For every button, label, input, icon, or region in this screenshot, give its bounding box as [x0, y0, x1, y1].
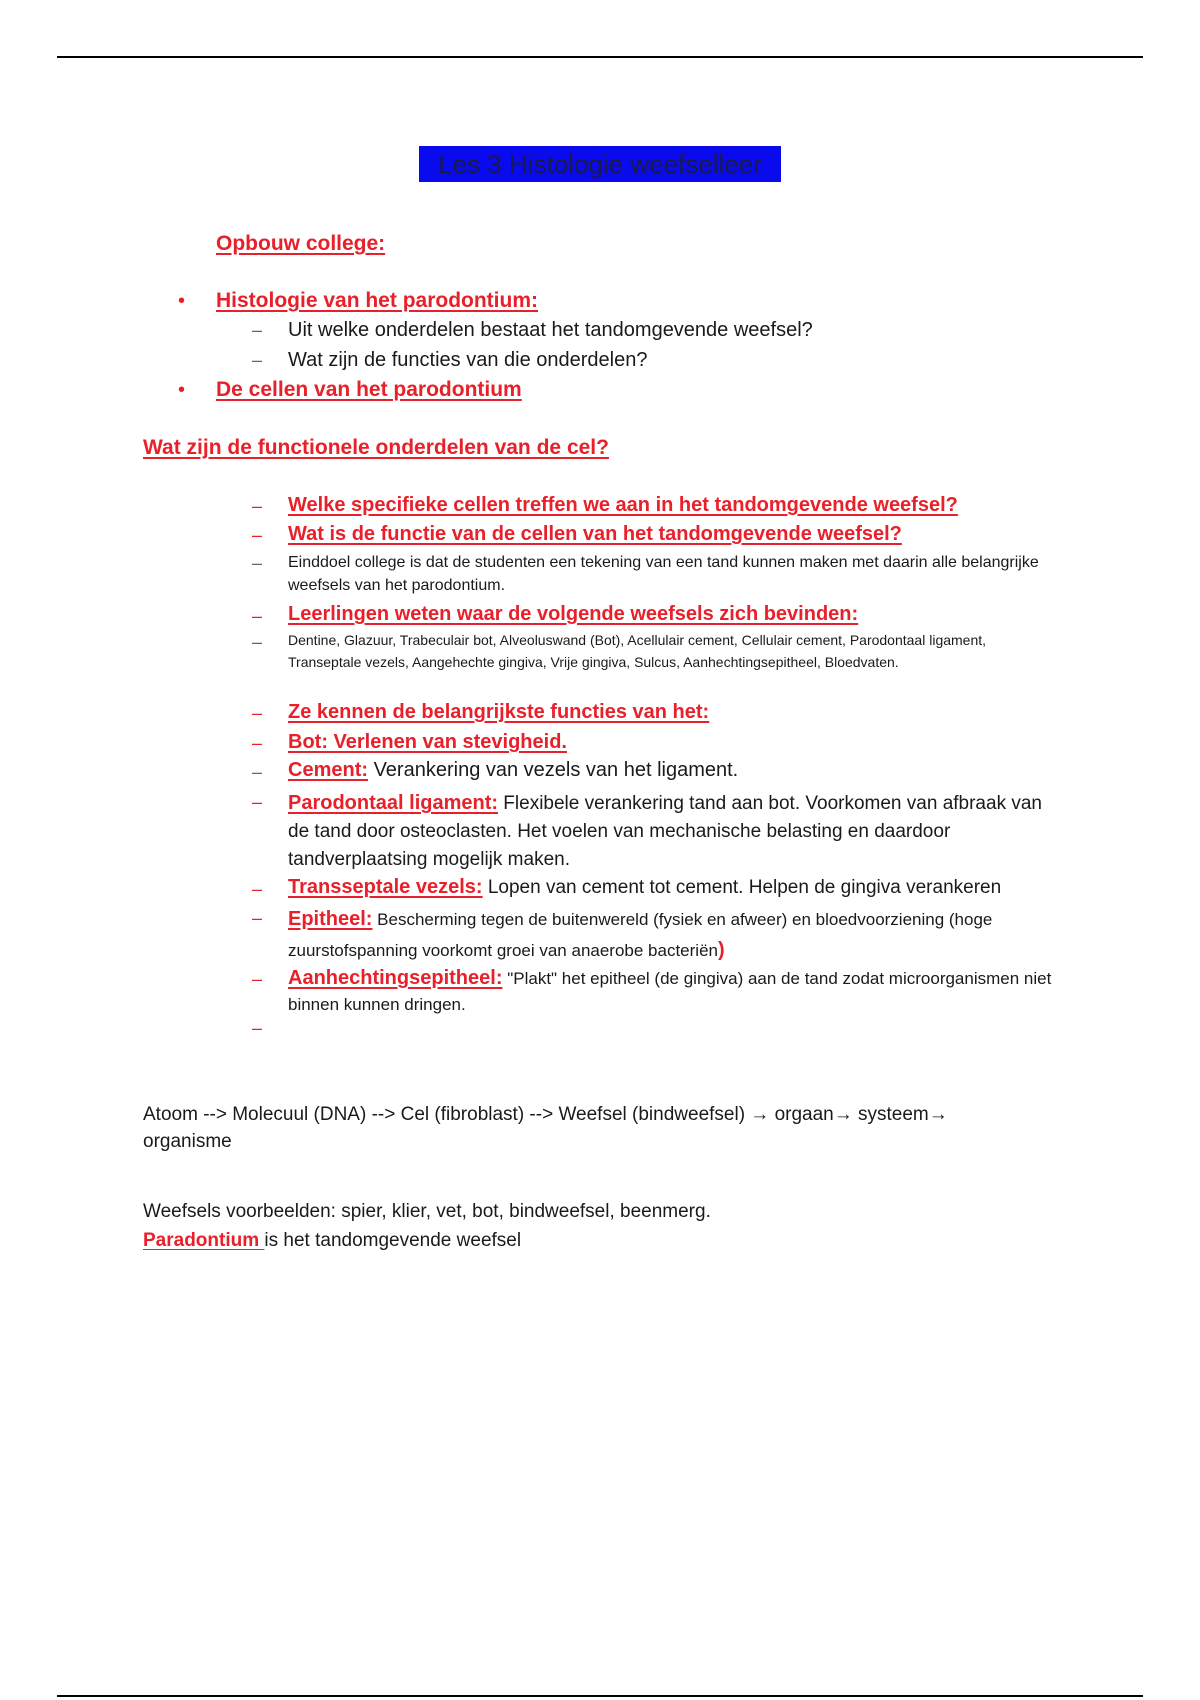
cement-item	[288, 759, 738, 782]
dash-icon: –	[252, 553, 263, 573]
dash-icon: –	[252, 496, 263, 516]
dash-icon: –	[252, 703, 263, 723]
dash-icon: –	[252, 969, 263, 989]
dash-icon: –	[252, 792, 263, 812]
paradontium-text: is het tandomgevende weefsel	[264, 1230, 522, 1251]
leerlingen-heading: Leerlingen weten waar de volgende weefsels zich bevinden:	[288, 603, 859, 625]
hierarchy-text: Atoom --> Molecuul (DNA) --> Cel (fibroblast) --> Weefsel (bindweefsel) → orgaan→ systeem→ organisme	[143, 1104, 948, 1152]
footer-rule	[57, 1695, 1143, 1697]
weefsels-list: Dentine, Glazuur, Trabeculair bot, Alveoluswand (Bot), Acellulair cement, Cellulair cement, Parodontaal ligament, Transeptale vezels, Aangehechte gingiva, Vrije gingiva, Sulcus, Aanhechtingsepitheel, Bloedvaten.	[288, 632, 987, 670]
ligament-item	[288, 789, 1058, 874]
dash-icon: –	[252, 632, 263, 652]
dash-icon: –	[252, 350, 263, 370]
epitheel-label: Epitheel:	[288, 908, 373, 930]
dash-icon: –	[252, 606, 263, 626]
cement-text: Verankering van vezels van het ligament.	[368, 759, 739, 781]
aanhechting-item	[288, 965, 1053, 1018]
transseptale-text: Lopen van cement tot cement. Helpen de gingiva verankeren	[482, 877, 1002, 898]
question-cellen: Welke specifieke cellen treffen we aan in het tandomgevende weefsel?	[288, 494, 958, 516]
outline-item-cellen: De cellen van het parodontium	[216, 378, 522, 401]
transseptale-item	[288, 876, 1001, 899]
dash-icon: –	[252, 525, 263, 545]
dash-icon: –	[252, 733, 263, 753]
ligament-text: Flexibele verankering tand aan bot. Voorkomen van afbraak van de tand door osteoclasten. Het voelen van mechanische belasting en daardoor tandverplaatsing mogelijk maken.	[288, 793, 1042, 870]
header-rule	[57, 56, 1143, 58]
examples-text: Weefsels voorbeelden: spier, klier, vet, bot, bindweefsel, beenmerg.	[143, 1201, 711, 1222]
paradontium-line	[143, 1230, 521, 1252]
document-title: Les 3 Histologie weefselleer	[419, 146, 781, 182]
einddoel-text: Einddoel college is dat de studenten een tekening van een tand kunnen maken met daarin alle belangrijke weefsels van het parodontium.	[288, 554, 1039, 594]
outline-sub-onderdelen: Uit welke onderdelen bestaat het tandomgevende weefsel?	[288, 319, 813, 341]
dash-icon: –	[252, 320, 263, 340]
bot-item: Bot: Verlenen van stevigheid.	[288, 731, 567, 753]
ligament-label: Parodontaal ligament:	[288, 792, 499, 814]
dash-icon: –	[252, 879, 263, 899]
section-heading: Wat zijn de functionele onderdelen van de cel?	[143, 436, 609, 459]
paradontium-label: Paradontium	[143, 1230, 265, 1251]
outline-item-histologie: Histologie van het parodontium:	[216, 289, 539, 312]
opbouw-heading: Opbouw college:	[216, 232, 386, 255]
bullet-icon: •	[178, 379, 186, 401]
dash-icon: –	[252, 908, 263, 928]
kennen-heading: Ze kennen de belangrijkste functies van het:	[288, 701, 710, 723]
epitheel-paren: )	[718, 939, 725, 961]
aanhechting-text: "Plakt" het epitheel (de gingiva) aan de tand zodat microorganismen niet binnen kunnen dringen.	[288, 969, 1052, 1014]
epitheel-item	[288, 904, 1053, 966]
dash-icon: –	[252, 1018, 263, 1038]
dash-icon: –	[252, 762, 263, 782]
question-functie: Wat is de functie van de cellen van het tandomgevende weefsel?	[288, 523, 902, 545]
transseptale-label: Transseptale vezels:	[288, 876, 483, 898]
aanhechting-label: Aanhechtingsepitheel:	[288, 967, 503, 989]
epitheel-text: Bescherming tegen de buitenwereld (fysiek en afweer) en bloedvoorziening (hoge zuurstofspanning voorkomt groei van anaerobe bacteriën	[288, 910, 993, 960]
bullet-icon: •	[178, 290, 186, 312]
outline-sub-functies: Wat zijn de functies van die onderdelen?	[288, 349, 648, 371]
cement-label: Cement:	[288, 759, 369, 781]
